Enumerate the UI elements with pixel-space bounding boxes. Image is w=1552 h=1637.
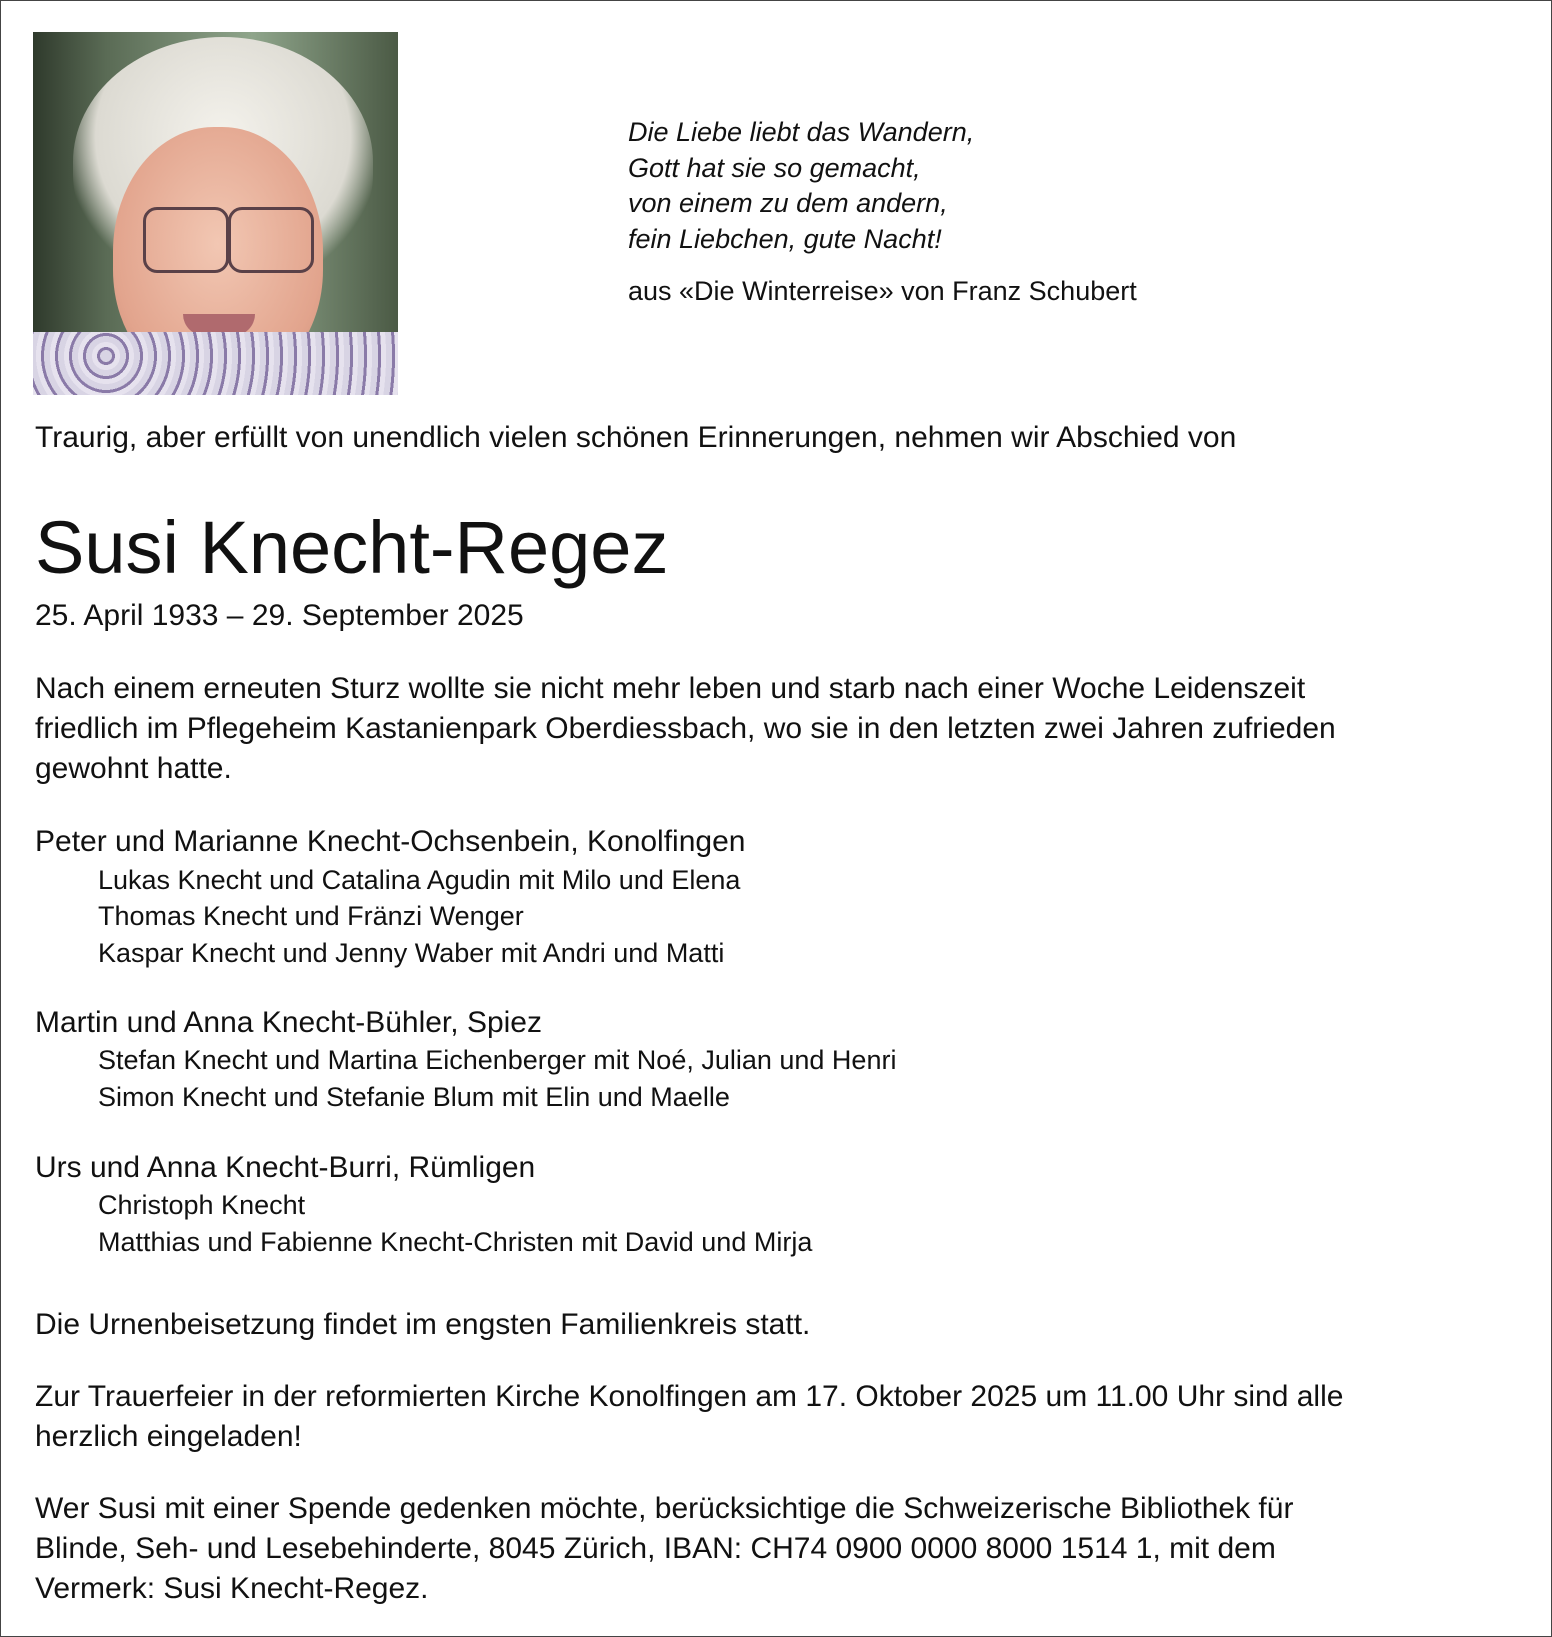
family-head: Peter und Marianne Knecht-Ochsenbein, Konolfingen [35, 825, 746, 858]
photo-shirt [33, 332, 398, 395]
poem-line: fein Liebchen, gute Nacht! [628, 223, 942, 254]
poem-source: aus «Die Winterreise» von Franz Schubert [628, 276, 1137, 306]
burial-note: Die Urnenbeisetzung findet im engsten Familienkreis statt. [35, 1308, 811, 1341]
service-line: Zur Trauerfeier in der reformierten Kirche Konolfingen am 17. Oktober 2025 um 11.00 Uhr sind alle [35, 1380, 1344, 1413]
photo-glasses-left [143, 207, 229, 273]
donation-note [35, 1489, 1293, 1609]
deceased-name: Susi Knecht-Regez [35, 506, 669, 589]
family-member: Kaspar Knecht und Jenny Waber mit Andri und Matti [98, 938, 725, 968]
life-dates: 25. April 1933 – 29. September 2025 [35, 599, 524, 632]
donation-line: Vermerk: Susi Knecht-Regez. [35, 1572, 429, 1605]
paragraph-line: gewohnt hatte. [35, 752, 232, 785]
service-note [35, 1377, 1343, 1457]
poem-line: Gott hat sie so gemacht, [628, 152, 921, 183]
donation-line: Wer Susi mit einer Spende gedenken möchte, berücksichtige die Schweizerische Bibliothek für [35, 1492, 1294, 1525]
poem-line: Die Liebe liebt das Wandern, [628, 117, 975, 147]
service-line: herzlich eingeladen! [35, 1420, 302, 1453]
family-member: Matthias und Fabienne Knecht-Christen mit David und Mirja [98, 1227, 813, 1257]
family-head: Martin und Anna Knecht-Bühler, Spiez [35, 1006, 542, 1039]
family-member: Simon Knecht und Stefanie Blum mit Elin und Maelle [98, 1082, 730, 1112]
family-member: Stefan Knecht und Martina Eichenberger mit Noé, Julian und Henri [98, 1045, 897, 1075]
poem [628, 115, 974, 257]
family-member: Lukas Knecht und Catalina Agudin mit Milo und Elena [98, 865, 741, 895]
family-head: Urs und Anna Knecht-Burri, Rümligen [35, 1151, 536, 1184]
paragraph-line: Nach einem erneuten Sturz wollte sie nicht mehr leben und starb nach einer Woche Leidenszeit [35, 672, 1306, 705]
paragraph-line: friedlich im Pflegeheim Kastanienpark Oberdiessbach, wo sie in den letzten zwei Jahren zufrieden [35, 712, 1336, 745]
family-member: Christoph Knecht [98, 1190, 306, 1220]
donation-line: Blinde, Seh- und Lesebehinderte, 8045 Zürich, IBAN: CH74 0900 0000 8000 1514 1, mit dem [35, 1532, 1276, 1565]
poem-line: von einem zu dem andern, [628, 188, 948, 218]
family-member: Thomas Knecht und Fränzi Wenger [98, 901, 524, 931]
portrait-photo [33, 32, 398, 395]
death-paragraph [35, 669, 1336, 789]
intro-text: Traurig, aber erfüllt von unendlich vielen schönen Erinnerungen, nehmen wir Abschied von [35, 421, 1237, 454]
photo-glasses-right [228, 207, 314, 273]
